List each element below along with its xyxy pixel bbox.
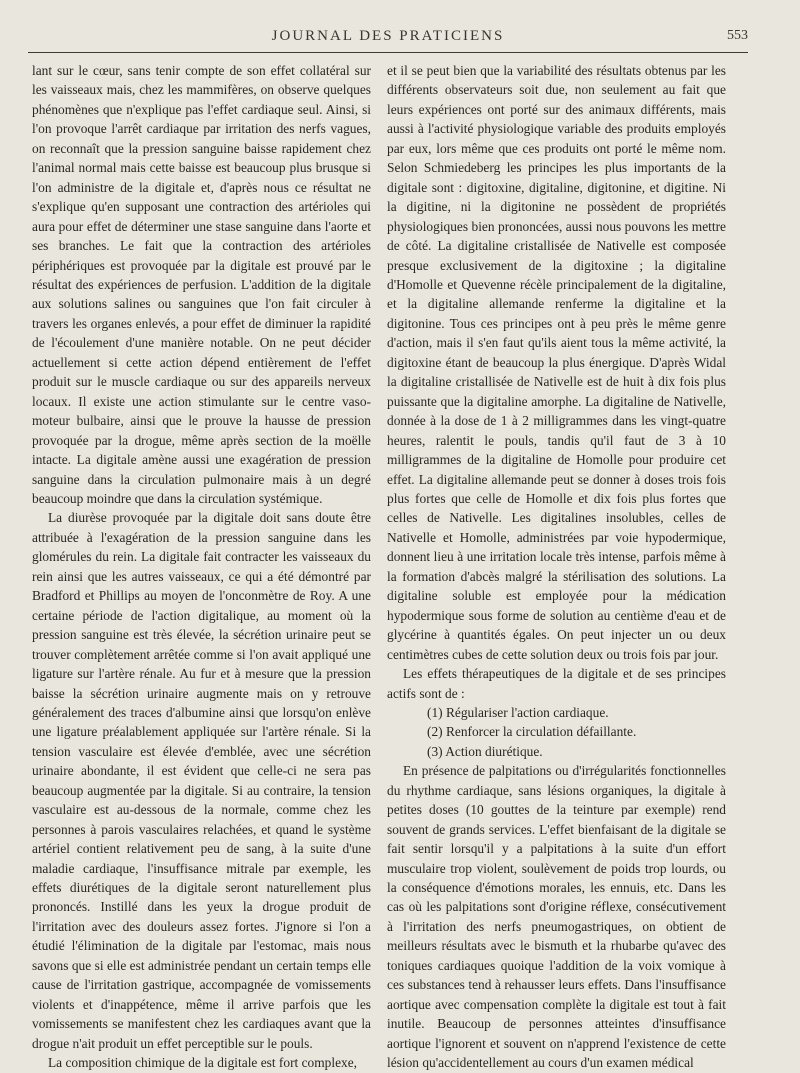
- right-column: [387, 61, 726, 1073]
- therapeutic-effects-list: [387, 703, 726, 761]
- paragraph: En présence de palpitations ou d'irrégularités fonctionnelles du rhythme cardiaque, sans lésions organiques, la digitale à petites doses (10 gouttes de la teinture par exemple) rend souvent de grands services. L'effet bienfaisant de la digitale se fait sentir lorsqu'il y a palpitations à la suite d'un effort musculaire trop violent, soulèvement de poids trop lourds, ou la conséquence d'émotions morales, les ennuis, etc. Dans les cas où les palpitations sont d'origine réflexe, consécutivement à l'irritation des nerfs pneumogastriques, on obtient de meilleurs résultats avec le bismuth et la rhubarbe qu'avec des toniques cardiaques quoique l'addition de la voix vomique à ces substances tend à rehausser leurs effets. Dans l'insuffisance aortique avec compensation complète la digitale est tout à fait inutile. Beaucoup de personnes atteintes d'insuffisance aortique l'ignorent et souvent on n'apprend l'existence de cette lésion qu'accidentellement au cours d'un examen médical: [387, 763, 726, 1071]
- running-header: [28, 28, 748, 48]
- list-item: (1) Régulariser l'action cardiaque.: [427, 704, 609, 720]
- list-item: (3) Action diurétique.: [427, 743, 543, 759]
- left-column: [32, 61, 371, 1073]
- paragraph: lant sur le cœur, sans tenir compte de son effet collatéral sur les vaisseaux mais, chez les mammifères, on observe quelques phénomènes que n'explique pas l'effet cardiaque seul. Ainsi, si l'on provoque l'arrêt cardiaque par irritation des nerfs vagues, on reconnaît que la pression sanguine baisse rapidement chez l'animal normal mais cette baisse est beaucoup plus brusque si l'on administre de la digitale et, d'après nous ce résultat ne s'explique qu'en supposant une contraction des artérioles qui aura pour effet de déterminer une stase sanguine dans l'aorte et ses branches. Le fait que la contraction des artérioles périphériques est provoquée par la digitale est prouvé par le résultat des expériences de perfusion. L'addition de la digitale aux solutions salines ou sanguines que l'on fait circuler à travers les organes enlevés, a pour effet de diminuer la rapidité de l'écoulement d'une manière notable. On ne peut décider actuellement si cette action dépend entièrement de l'effet produit sur le muscle cardiaque ou sur des appareils nerveux locaux. Il existe une action stimulante sur le centre vaso-moteur bulbaire, ainsi que le prouve la hausse de pression provoquée par la drogue, même après section de la moëlle intacte. La digitale amène aussi une exagération de pression sanguine dans la circulation pulmonaire mais à un degré beaucoup moindre que dans la circulation systémique.: [32, 63, 371, 506]
- header-rule: [28, 52, 748, 53]
- paragraph: Les effets thérapeutiques de la digitale et de ses principes actifs sont de :: [387, 666, 726, 701]
- list-item: (2) Renforcer la circulation défaillante.: [427, 724, 637, 740]
- page-number: 553: [727, 28, 748, 43]
- paragraph: La diurèse provoquée par la digitale doit sans doute être attribuée à l'exagération de la pression sanguine dans les glomérules du rein. La digitale fait contracter les vaisseaux du rein ainsi que les autres vaisseaux, ce qui a été démontré par Bradford et Phillips au moyen de l'onconmètre de Roy. A une certaine période de l'action digitalique, au moment où la pression sanguine est très élevée, la sécrétion urinaire peut se trouver complètement arrêtée comme si l'on avait appliqué une ligature sur l'artère rénale. Au fur et à mesure que la pression baisse la sécrétion urinaire augmente mais on y retrouve généralement des traces d'albumine ainsi que lorsqu'on enlève une ligature préalablement appliquée sur l'artère rénale. Si la tension vasculaire est élevée d'emblée, avec une sécrétion urinaire abondante, il est évident que celle-ci ne sera pas beaucoup augmentée par la digitale. Si au contraire, la tension vasculaire est au-dessous de la normale, comme chez les personnes à parois vasculaires relachées, et quand le système artériel contient relativement peu de sang, à la suite d'une maladie cardiaque, l'insuffisance mitrale par exemple, les effets diurétiques de la digitale seront naturellement plus prononcés. Instillé dans les yeux la drogue produit de l'irritation avec des douleurs assez fortes. J'ignore si l'on a étudié l'élimination de la digitale par l'estomac, mais nous savons que si elle est administrée pendant un certain temps elle cause de l'irritation gastrique, accompagnée de vomissements violents et d'inappétence, même il arrive parfois que les vomissements se manifestent chez les cardiaques avant que la drogue n'ait produit un effet perceptible sur le pouls.: [32, 510, 371, 1051]
- paragraph: et il se peut bien que la variabilité des résultats obtenus par les différents observateurs soit due, non seulement au fait que leurs expériences ont porté sur des animaux différents, mais aussi à l'activité physiologique variable des produits employés par eux, lors même que ces produits ont porté le même nom. Selon Schmiedeberg les principes les plus importants de la digitale sont : digitoxine, digitaline, digitonine, et digitine. Ni la digitine, ni la digitonine ne possèdent de propriétés physiologiques bien prononcées, aussi nous pouvons les mettre de côté. La digitaline cristallisée de Nativelle est composée presque exclusivement de la digitoxine ; la digitaline d'Homolle et Quevenne récèle principalement de la digitaline, et la digitaline allemande renferme la digitaline et la digitonine. Tous ces principes ont à peu près le même genre d'action, mais il s'en faut qu'ils aient tous la même activité, la digitoxine étant de beaucoup la plus énergique. D'après Widal la digitaline cristallisée de Nativelle est de huit à dix fois plus puissante que la digitaline amorphe. La digitaline de Nativelle, donnée à la dose de 1 à 2 milligrammes dans les vingt-quatre heures, ralentit le pouls, tandis qu'il faut de 3 à 10 milligrammes de la digitaline de Homolle pour produire cet effet. La digitaline allemande peut se donner à doses trois fois plus fortes que celle de Homolle et dix fois plus fortes que celles de Nativelle. Les digitalines insolubles, celles de Nativelle et Homolle, administrées par voie hypodermique, donnent lieu à une irritation locale très intense, parfois même à la formation d'abcès malgré la stérilisation des solutions. La digitaline soluble est employée pour la médication hypodermique sous forme de solution au centième d'eau et de glycérine à quantités égales. On peut injecter un ou deux centimètres cubes de cette solution deux ou trois fois par jour.: [387, 63, 726, 662]
- paragraph: La composition chimique de la digitale est fort complexe,: [48, 1055, 358, 1071]
- journal-title: JOURNAL DES PRATICIENS: [271, 28, 505, 44]
